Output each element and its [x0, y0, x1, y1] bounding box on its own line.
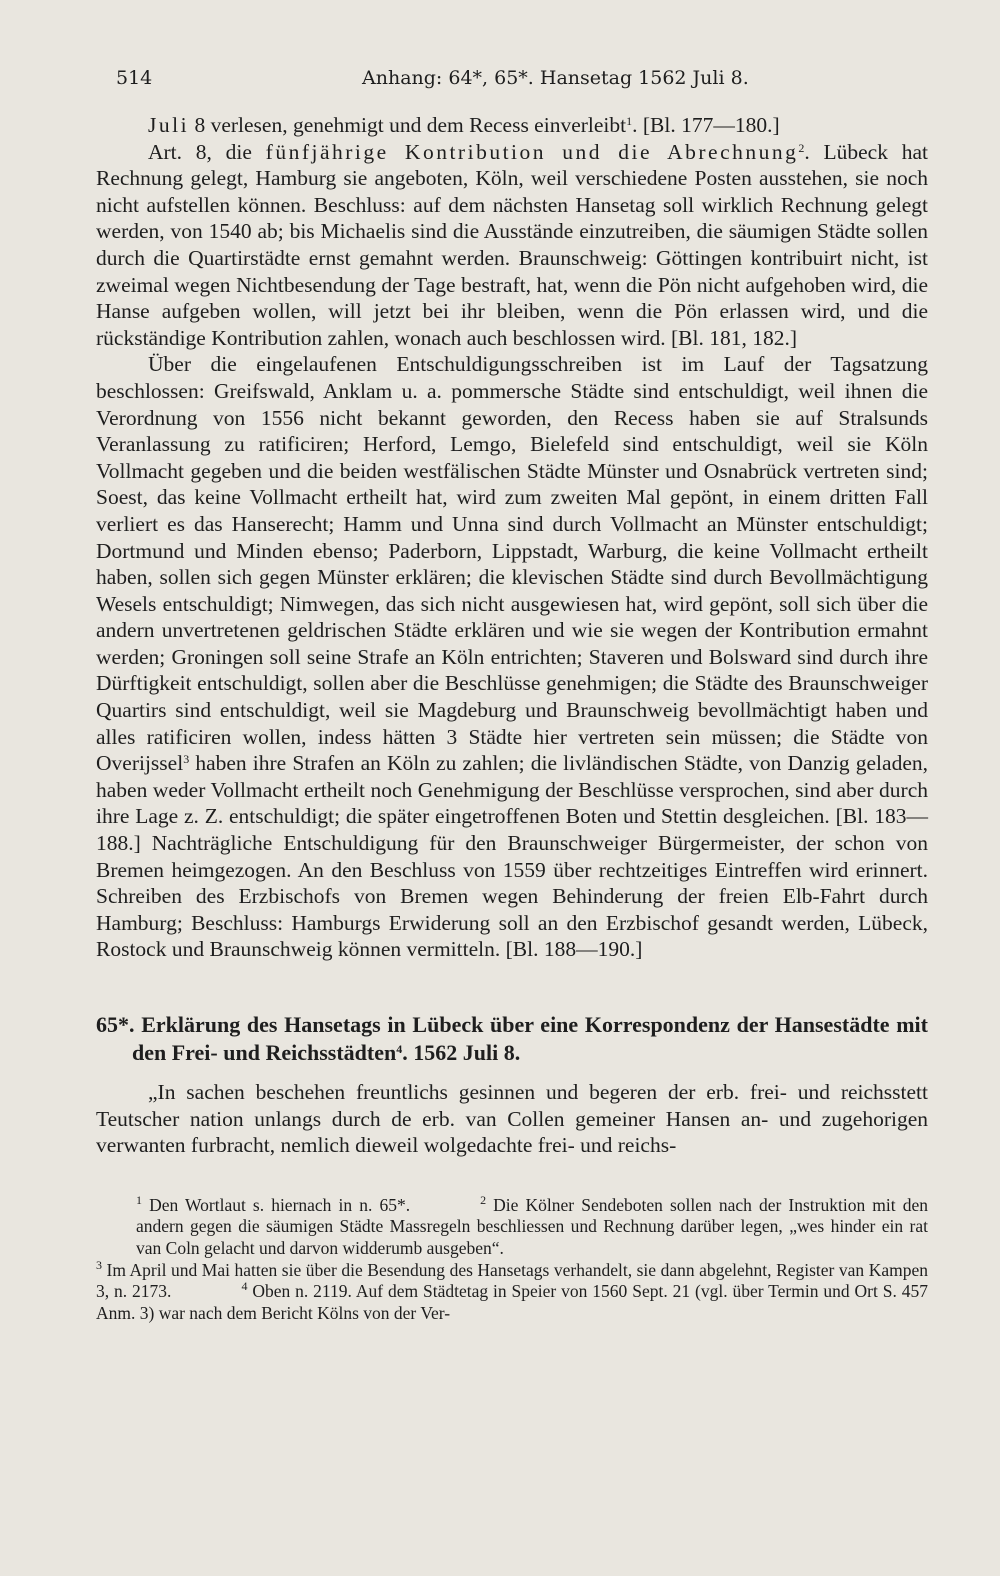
- paragraph-text-start: Art. 8, die: [148, 139, 266, 164]
- spaced-word: Juli: [148, 113, 190, 137]
- paragraph-3: [96, 351, 928, 963]
- footnote-4-mark: 4: [241, 1279, 248, 1294]
- footnote-3-mark: 3: [96, 1257, 102, 1272]
- section-title: Erklärung des Hansetags in Lübeck über eine Korrespondenz der Hansestädte mit den Frei- und Reichsstädten: [132, 1012, 928, 1065]
- spaced-phrase: fünfjährige Kontribution und die Abrechnung: [265, 139, 799, 164]
- quote-paragraph: „In sachen beschehen freuntlichs gesinnen und begeren der erb. frei- und reichsstett Teutscher nation unlangs durch de erb. van Collen gemeiner Hansen an- und zugehorigen verwanten furbracht, nemlich dieweil wolgedachte frei- und reichs-: [96, 1080, 928, 1158]
- footnote-ref-2: 2: [798, 140, 805, 155]
- footnote-ref-4: 4: [396, 1042, 403, 1056]
- section-date: . 1562 Juli 8.: [402, 1040, 521, 1065]
- paragraph-text-end: . [Bl. 177—180.]: [632, 113, 780, 137]
- footnote-2-mark: 2: [480, 1192, 487, 1207]
- paragraph-text-a: Über die eingelaufenen Entschuldigungsschreiben ist im Lauf der Tagsatzung beschlossen: Greifswald, Anklam u. a. pommersche Städte sind entschuldigt, weil ihnen die Verordnung von 1556 nicht bekannt geworden, den Recess haben sie auf Stralsunds Veranlassung zu ratificiren; Herford, Lemgo, Bielefeld sind entschuldigt, weil sie Köln Vollmacht gegeben und die beiden westfälischen Städte Münster und Osnabrück vertreten sind; Soest, das keine Vollmacht ertheilt hat, wird zum zweiten Mal gepönt, in einem dritten Fall verliert es das Hanserecht; Hamm und Unna sind durch Vollmacht an Münster entschuldigt; Dortmund und Minden ebenso; Paderborn, Lippstadt, Warburg, die keine Vollmacht ertheilt haben, sollen sich gegen Münster erklären; die klevischen Städte sind durch Bevollmächtigung Wesels entschuldigt; Nimwegen, das sich nicht ausgewiesen hat, wird gepönt, soll sich über die andern unvertretenen geldrischen Städte erklären und wie sie wegen der Kontribution ermahnt werden; Groningen soll seine Strafe an Köln entrichten; Staveren und Bolsward sind durch ihre Dürftigkeit entschuldigt, sollen aber die Beschlüsse genehmigen; die Städte des Braunschweiger Quartirs sind entschuldigt, weil sie Magdeburg und Braunschweig bevollmächtigt haben und alles ratificiren wollen, indess hätten 3 Städte hier vertreten sein müssen; die Städte von Overijssel: [96, 352, 928, 776]
- footnote-ref-1: 1: [626, 114, 633, 128]
- footnote-1-text: Den Wortlaut s. hiernach in n. 65*.: [149, 1194, 411, 1215]
- section-heading: [96, 1011, 928, 1067]
- main-text: [96, 112, 928, 1324]
- section-number: 65*.: [96, 1012, 135, 1037]
- page-number: 514: [116, 67, 153, 89]
- running-header: [116, 64, 946, 92]
- footnote-3-4: [96, 1257, 928, 1325]
- footnotes: [96, 1192, 928, 1325]
- footnote-1-mark: 1: [136, 1192, 142, 1207]
- footnote-ref-3: 3: [183, 752, 190, 767]
- paragraph-text: 8 verlesen, genehmigt und dem Recess einverleibt: [189, 113, 627, 137]
- footnote-1-2: [96, 1192, 928, 1260]
- footnote-4-text: Oben n. 2119. Auf dem Städtetag in Speier von 1560 Sept. 21 (vgl. über Termin und Ort S. 457 Anm. 3) war nach dem Bericht Kölns von der Ver-: [96, 1281, 928, 1323]
- footnote-3-text: Im April und Mai hatten sie über die Besendung des Hansetags verhandelt, sie dann abgelehnt, Register van Kampen 3, n. 2173.: [96, 1259, 928, 1302]
- paragraph-1: [96, 112, 928, 139]
- paragraph-2: [96, 139, 928, 352]
- paragraph-text-b: haben ihre Strafen an Köln zu zahlen; die livländischen Städte, von Danzig geladen, haben weder Vollmacht ertheilt noch Genehmigung der Beschlüsse versprochen, sind aber durch ihre Lage z. Z. entschuldigt; die später eingetroffenen Boten und Stettin desgleichen. [Bl. 183—188.] Nachträgliche Entschuldigung für den Braunschweiger Bürgermeister, der schon von Bremen heimgezogen. An den Beschluss von 1559 über rechtzeitiges Eintreffen wird erinnert. Schreiben des Erzbischofs von Bremen wegen Behinderung der freien Elb-Fahrt durch Hamburg; Beschluss: Hamburgs Erwiderung soll an den Erzbischof gesandt werden, Lübeck, Rostock und Braunschweig können vermitteln. [Bl. 188—190.]: [96, 751, 928, 962]
- paragraph-text: . Lübeck hat Rechnung gelegt, Hamburg sie angeboten, Köln, weil verschiedene Posten ausstehen, sie noch nicht aufstellen können. Beschluss: auf dem nächsten Hansetag soll wirklich Rechnung gelegt werden, von 1540 ab; bis Michaelis sind die Ausstände einzutreiben, die säumigen Städte sollen durch die Quartirstädte ernst gemahnt werden. Braunschweig: Göttingen kontribuirt nicht, ist zweimal wegen Nichtbesendung der Tage bestraft, hat, wenn die Pön nicht aufgehoben wird, die Hanse aufgeben wollen, will jetzt bei ihr bleiben, wenn die Pön erlassen wird, und die rückständige Kontribution zahlen, wonach auch beschlossen wird. [Bl. 181, 182.]: [96, 139, 928, 350]
- footnote-2-text: Die Kölner Sendeboten sollen nach der Instruktion mit den andern gegen die säumigen Städte Massregeln beschliessen und Rechnung darüber legen, „wes hinder ein rat van Coln gelacht und darvon widderumb ausgeben“.: [136, 1194, 928, 1258]
- running-title: Anhang: 64*, 65*. Hansetag 1562 Juli 8.: [362, 67, 749, 89]
